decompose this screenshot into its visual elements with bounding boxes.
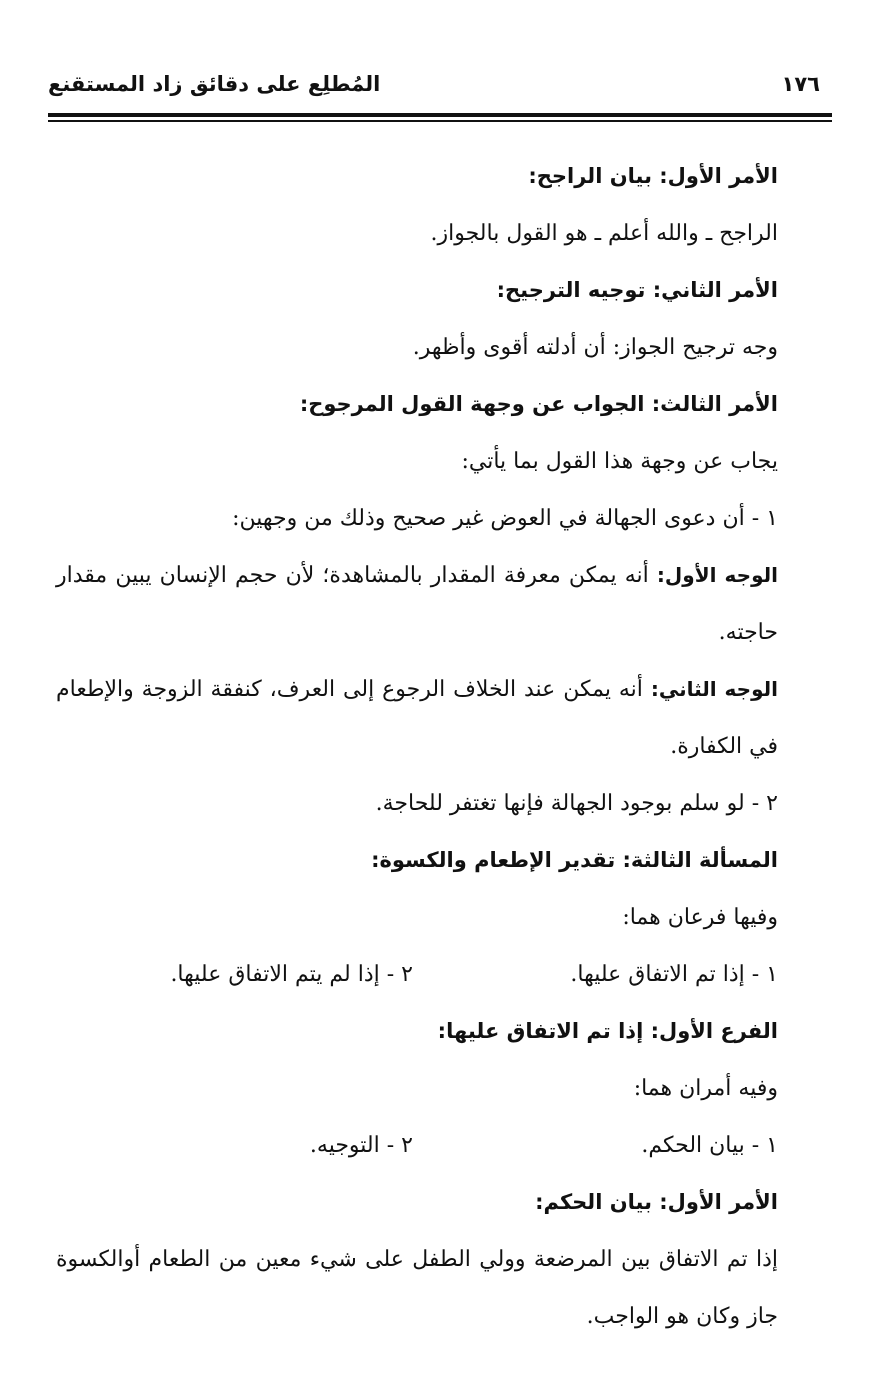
book-title: المُطلِع على دقائق زاد المستقنع xyxy=(48,72,381,96)
section-heading: الأمر الثاني: توجيه الترجيح: xyxy=(496,278,778,302)
list-item: ٢ - إذا لم يتم الاتفاق عليها. xyxy=(170,962,413,987)
header-rule-thick xyxy=(48,113,832,117)
paragraph: الراجح ـ والله أعلم ـ هو القول بالجواز. xyxy=(430,221,778,246)
aspect-label: الوجه الأول: xyxy=(656,563,778,587)
list-item: ٢ - لو سلم بوجود الجهالة فإنها تغتفر للحاجة. xyxy=(375,791,778,816)
list-item: ١ - بيان الحكم. xyxy=(641,1133,778,1158)
list-item: ١ - إذا تم الاتفاق عليها. xyxy=(570,962,778,987)
page-body xyxy=(56,148,778,1345)
paragraph: يجاب عن وجهة هذا القول بما يأتي: xyxy=(461,449,778,474)
paragraph: إذا تم الاتفاق بين المرضعة وولي الطفل على شيء معين من الطعام أوالكسوة جاز وكان هو الواجب. xyxy=(56,1247,778,1329)
paragraph: وفيها فرعان هما: xyxy=(622,905,778,930)
paragraph-first-aspect xyxy=(56,547,778,661)
branch-list xyxy=(56,946,778,1003)
list-item: ٢ - التوجيه. xyxy=(309,1133,413,1158)
list-item: ١ - أن دعوى الجهالة في العوض غير صحيح وذلك من وجهين: xyxy=(232,506,778,531)
paragraph: وجه ترجيح الجواز: أن أدلته أقوى وأظهر. xyxy=(412,335,778,360)
paragraph: وفيه أمران هما: xyxy=(633,1076,778,1101)
section-heading: الفرع الأول: إذا تم الاتفاق عليها: xyxy=(437,1019,778,1043)
section-heading: الأمر الأول: بيان الحكم: xyxy=(535,1190,778,1214)
paragraph-second-aspect xyxy=(56,661,778,775)
page-number: ١٧٦ xyxy=(781,72,820,96)
running-header xyxy=(48,70,828,106)
aspect-label: الوجه الثاني: xyxy=(650,677,778,701)
aspect-text: أنه يمكن عند الخلاف الرجوع إلى العرف، كنفقة الزوجة والإطعام في الكفارة. xyxy=(56,677,778,759)
section-heading: المسألة الثالثة: تقدير الإطعام والكسوة: xyxy=(371,848,778,872)
aspect-text: أنه يمكن معرفة المقدار بالمشاهدة؛ لأن حجم الإنسان يبين مقدار حاجته. xyxy=(56,563,778,645)
header-rule-thin xyxy=(48,120,832,122)
matter-list xyxy=(56,1117,778,1174)
section-heading: الأمر الأول: بيان الراجح: xyxy=(528,164,778,188)
section-heading: الأمر الثالث: الجواب عن وجهة القول المرجوح: xyxy=(299,392,778,416)
